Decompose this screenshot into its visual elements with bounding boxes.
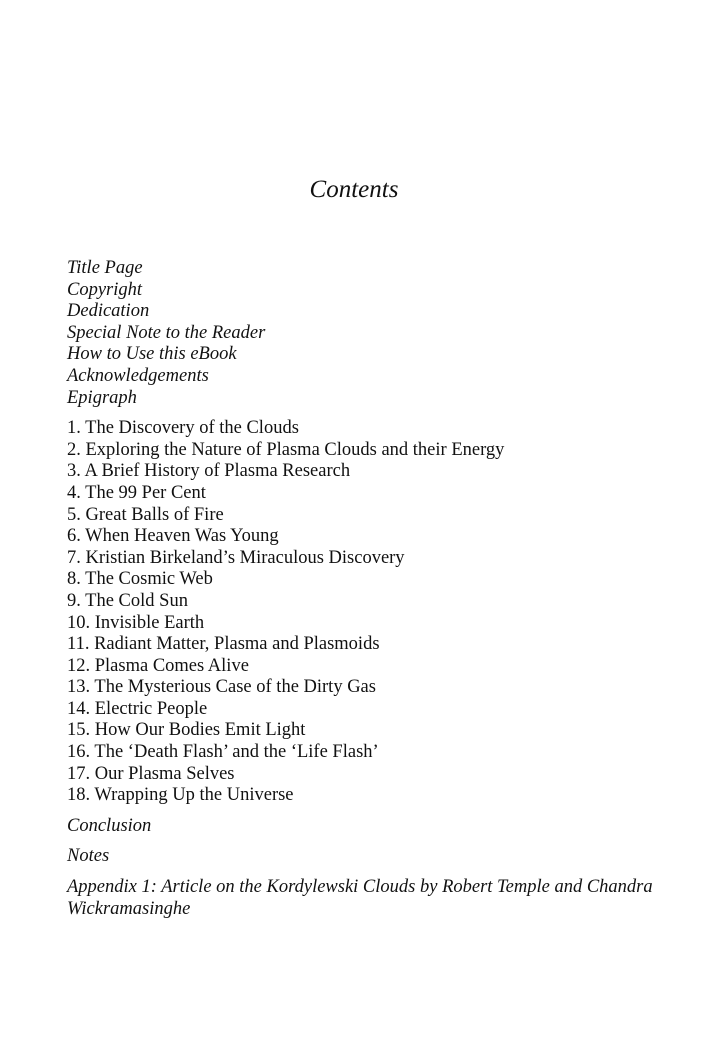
chapter-list xyxy=(67,418,667,807)
toc-link-conclusion[interactable]: Conclusion xyxy=(67,815,152,836)
toc-link-notes[interactable]: Notes xyxy=(67,846,110,867)
page-title: Contents xyxy=(309,176,399,203)
toc-link-epigraph[interactable]: Epigraph xyxy=(67,387,137,408)
toc-link-chapter-10[interactable]: 10. Invisible Earth xyxy=(67,612,205,633)
toc-link-chapter-8[interactable]: 8. The Cosmic Web xyxy=(67,569,213,590)
toc-link-chapter-2[interactable]: 2. Exploring the Nature of Plasma Clouds and their Energy xyxy=(67,439,505,460)
toc-link-special-note[interactable]: Special Note to the Reader xyxy=(67,322,266,343)
toc-link-dedication[interactable]: Dedication xyxy=(67,301,150,322)
toc-link-how-to-use[interactable]: How to Use this eBook xyxy=(67,344,237,365)
toc-link-chapter-17[interactable]: 17. Our Plasma Selves xyxy=(67,763,235,784)
toc-link-chapter-4[interactable]: 4. The 99 Per Cent xyxy=(67,482,206,503)
toc-link-copyright[interactable]: Copyright xyxy=(67,279,143,300)
front-matter-list xyxy=(67,258,667,409)
toc-link-chapter-3[interactable]: 3. A Brief History of Plasma Research xyxy=(67,461,351,482)
toc-link-acknowledgements[interactable]: Acknowledgements xyxy=(67,365,209,386)
toc-link-chapter-18[interactable]: 18. Wrapping Up the Universe xyxy=(67,785,294,806)
toc-link-chapter-16[interactable]: 16. The ‘Death Flash’ and the ‘Life Flash’ xyxy=(67,742,379,763)
toc-link-chapter-13[interactable]: 13. The Mysterious Case of the Dirty Gas xyxy=(67,677,376,698)
toc-link-title-page[interactable]: Title Page xyxy=(67,258,143,278)
toc-link-chapter-6[interactable]: 6. When Heaven Was Young xyxy=(67,526,279,547)
toc-link-chapter-1[interactable]: 1. The Discovery of the Clouds xyxy=(67,418,299,439)
back-matter-list xyxy=(67,816,667,920)
table-of-contents xyxy=(67,258,667,920)
toc-link-chapter-7[interactable]: 7. Kristian Birkeland’s Miraculous Discovery xyxy=(67,547,405,568)
toc-link-appendix-1[interactable]: Appendix 1: Article on the Kordylewski Clouds by Robert Temple and Chandra Wickramasinghe xyxy=(67,877,653,919)
toc-link-chapter-12[interactable]: 12. Plasma Comes Alive xyxy=(67,655,249,676)
toc-link-chapter-9[interactable]: 9. The Cold Sun xyxy=(67,590,188,611)
toc-link-chapter-5[interactable]: 5. Great Balls of Fire xyxy=(67,504,224,525)
toc-link-chapter-11[interactable]: 11. Radiant Matter, Plasma and Plasmoids xyxy=(67,634,380,655)
toc-link-chapter-14[interactable]: 14. Electric People xyxy=(67,698,208,719)
toc-link-chapter-15[interactable]: 15. How Our Bodies Emit Light xyxy=(67,720,306,741)
